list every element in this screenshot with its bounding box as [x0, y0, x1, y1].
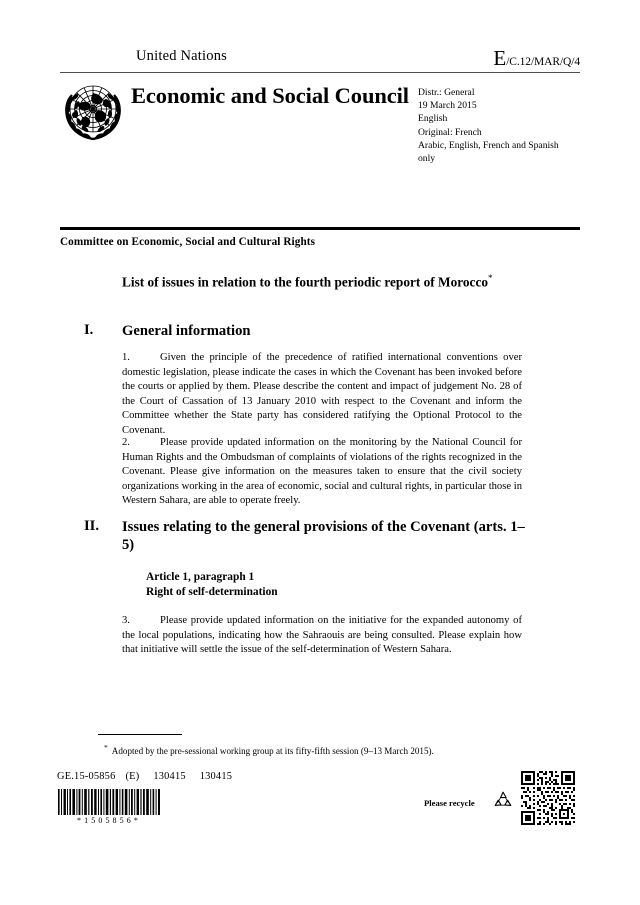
- organization-name: United Nations: [136, 48, 227, 64]
- paragraph-3-number: 3.: [122, 615, 130, 626]
- section-2-heading: Issues relating to the general provisions of the Covenant (arts. 1–5): [122, 519, 525, 553]
- un-emblem-icon: [60, 79, 126, 145]
- article-heading-line-1: Article 1, paragraph 1: [146, 571, 255, 583]
- paragraph-1-text: Given the principle of the precedence of ratified international conventions over domestic legislation, please indicate the cases in which the Covenant has been invoked before the courts or applied by them. Please describe the content and impact of judgement No. 28 of the Court of Cassation of 13 January 2010 with respect to the Covenant and inform the Committee whether the State party has considered ratifying the Optional Protocol to the Covenant.: [122, 352, 522, 436]
- barcode-text: *1505856*: [77, 816, 141, 825]
- header-divider-thin: [60, 72, 580, 73]
- paragraph-2-text: Please provide updated information on the monitoring by the National Council for Human Rights and the Ombudsman of complaints of violations of the rights recognized in the Covenant. Please give information on the measures taken to ensure that the civil society organizations working in the area of economic, social and cultural rights, in particular those in Western Sahara, are able to operate freely.: [122, 437, 522, 507]
- job-date-code-1: 130415: [153, 771, 186, 782]
- qr-code-icon: [519, 769, 577, 827]
- paragraph-2: [122, 436, 522, 509]
- distr-line-2: 19 March 2015: [418, 100, 477, 112]
- job-date-code-2: 130415: [199, 771, 233, 782]
- paragraph-1: [122, 351, 522, 439]
- job-number: [57, 771, 232, 782]
- article-heading: [146, 570, 526, 599]
- header-top-line: [60, 48, 580, 70]
- paragraph-3-text: Please provide updated information on the initiative for the expanded autonomy of the local populations, indicating how the Sahraouis are being consulted. Please explain how that initiative will settle the issue of the self-determination of Western Sahara.: [122, 615, 522, 656]
- document-title: [122, 270, 522, 291]
- job-language-code: (E): [125, 771, 140, 782]
- section-1-heading: General information: [122, 323, 251, 339]
- barcode: [57, 789, 161, 825]
- distr-line-5: Arabic, English, French and Spanish only: [418, 139, 559, 165]
- recycle-icon: [492, 790, 514, 810]
- distr-line-4: Original: French: [418, 126, 482, 138]
- job-number-code: GE.15-05856: [57, 771, 116, 782]
- footnote-divider: [98, 734, 182, 735]
- paragraph-3: [122, 614, 522, 658]
- barcode-icon: [57, 789, 161, 815]
- footnote: [104, 742, 524, 757]
- distr-line-3: English: [418, 113, 448, 125]
- section-2-number: II.: [84, 518, 100, 534]
- document-title-text: List of issues in relation to the fourth periodic report of Morocco: [122, 274, 488, 290]
- header-divider-thick: [60, 227, 580, 230]
- page-title: Economic and Social Council: [131, 83, 409, 108]
- section-1-number: I.: [84, 322, 94, 338]
- recycle-label: Please recycle: [424, 798, 475, 808]
- document-symbol: [493, 48, 580, 70]
- footnote-text: Adopted by the pre-sessional working group at its fifty-fifth session (9–13 March 2015).: [111, 746, 434, 757]
- document-symbol-suffix: /C.12/MAR/Q/4: [506, 56, 580, 68]
- title-footnote-marker: *: [488, 273, 493, 283]
- paragraph-2-number: 2.: [122, 437, 130, 448]
- footnote-marker: *: [104, 743, 108, 752]
- distribution-block: [418, 86, 578, 165]
- paragraph-1-number: 1.: [122, 352, 130, 363]
- article-heading-line-2: Right of self-determination: [146, 585, 278, 598]
- committee-name: Committee on Economic, Social and Cultural Rights: [60, 236, 316, 248]
- document-symbol-prefix: E: [493, 46, 507, 70]
- distr-line-1: Distr.: General: [418, 87, 475, 98]
